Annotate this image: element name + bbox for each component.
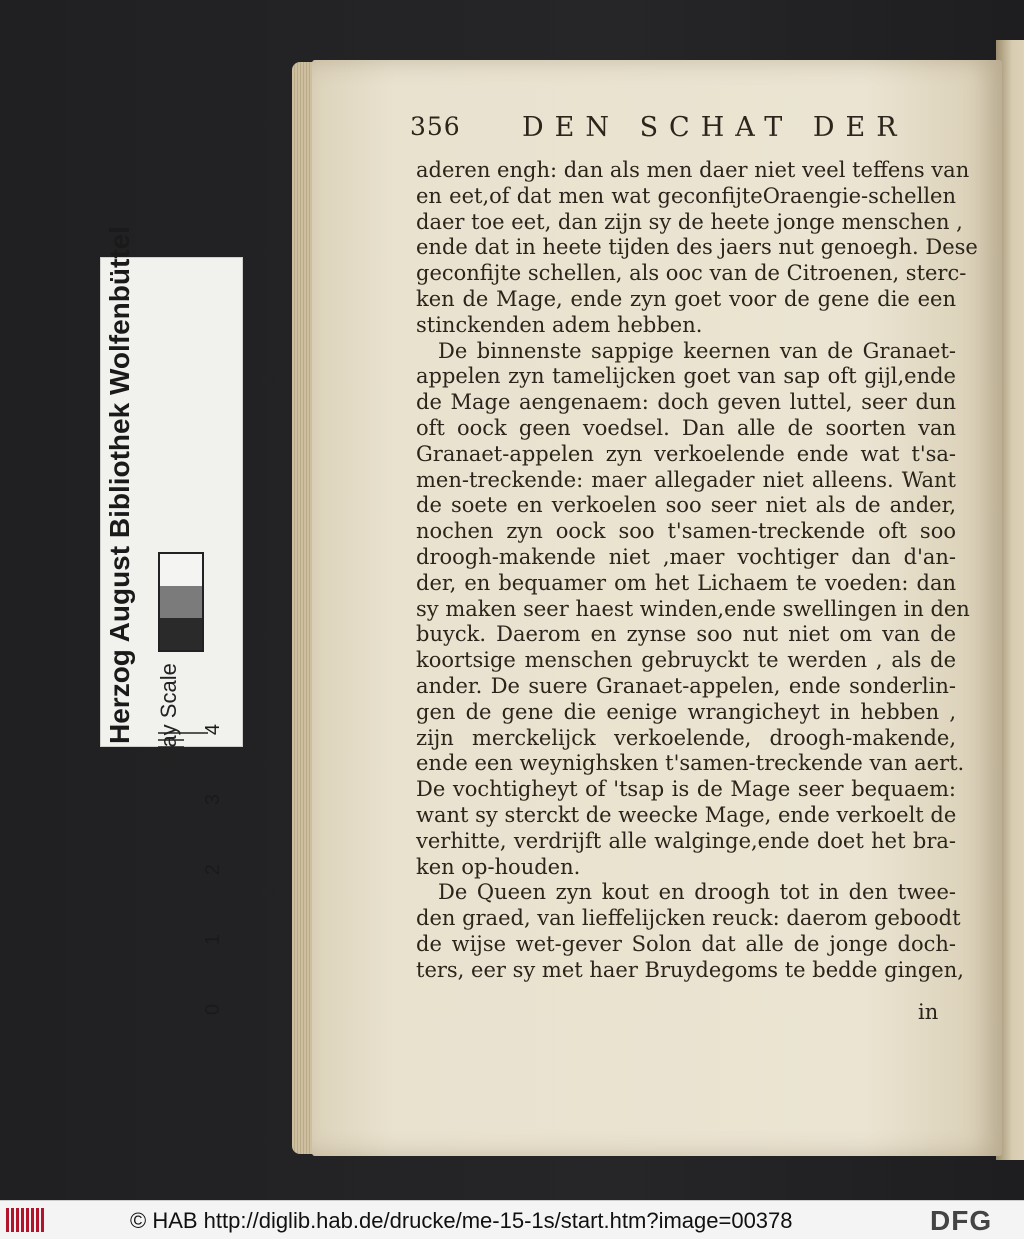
ruler-label: 3: [202, 793, 225, 806]
text-line: Granaet-appelen zyn verkoelende ende wat t'sa-: [416, 441, 956, 466]
text-line: geconfijte schellen, als ooc van de Citroenen, sterc-: [416, 261, 967, 286]
text-line: verhitte, verdrijft alle walginge,ende doet het bra-: [416, 828, 956, 853]
text-line: De binnenste sappige keernen van de Granaet-: [438, 338, 956, 363]
text-line: de soete en verkoelen soo seer niet als de ander,: [416, 493, 956, 518]
running-head: DEN SCHAT DER: [522, 112, 908, 143]
text-line: stinckenden adem hebben.: [416, 312, 703, 337]
swatch-white: [160, 554, 202, 586]
ruler-label: 2: [202, 863, 225, 876]
text-line: zijn merckelijck verkoelende, droogh-makende,: [416, 725, 956, 750]
text-line: en eet,of dat men wat geconfijteOraengie-schellen: [416, 183, 956, 208]
ruler-label: 0: [202, 1003, 225, 1016]
text-line: ende een weynighsken t'samen-treckende van aert.: [416, 751, 965, 776]
text-line: den graed, van lieffelijcken reuck: daerom geboodt: [416, 906, 961, 931]
text-line: daer toe eet, dan zijn sy de heete jonge menschen ,: [416, 209, 963, 234]
ruler-label: 4: [202, 723, 225, 736]
catchword: in: [918, 1000, 939, 1024]
dfg-logo: DFG: [930, 1205, 993, 1236]
text-line: der, en bequamer om het Lichaem te voeden: dan: [416, 570, 956, 595]
text-line: ende dat in heete tijden des jaers nut genoegh. Dese: [416, 235, 978, 260]
text-line: want sy sterckt de weecke Mage, ende verkoelt de: [416, 802, 957, 827]
footer-bar: [0, 1200, 1024, 1239]
text-line: ken op-houden.: [416, 854, 581, 879]
text-line: de wijse wet-gever Solon dat alle de jonge doch-: [416, 931, 956, 956]
text-line: De vochtigheyt of 'tsap is de Mage seer bequaem:: [416, 777, 956, 802]
text-line: oft oock geen voedsel. Dan alle de soorten van: [416, 415, 956, 440]
text-line: ters, eer sy met haer Bruydegoms te bedde gingen,: [416, 957, 964, 982]
text-line: aderen engh: dan als men daer niet veel teffens van: [416, 158, 970, 182]
gray-scale-label: Gray Scale: [156, 663, 181, 772]
page-number: 356: [410, 112, 461, 141]
text-line: ander. De suere Granaet-appelen, ende sonderlin-: [416, 673, 956, 698]
text-line: De Queen zyn kout en droogh tot in den twee-: [438, 880, 956, 905]
text-line: nochen zyn oock soo t'samen-treckende oft soo: [416, 519, 956, 544]
swatch-gray: [160, 586, 202, 618]
text-line: buyck. Daerom en zynse soo nut niet om van de: [416, 622, 956, 647]
page-text: [416, 158, 978, 984]
text-line: appelen zyn tamelijcken goet van sap oft gijl,ende: [416, 364, 956, 389]
hab-logo-icon: [6, 1208, 50, 1232]
card-title: Herzog August Bibliothek Wolfenbüttel: [104, 226, 135, 744]
text-line: ken de Mage, ende zyn goet voor de gene die een: [416, 286, 956, 311]
text-line: sy maken seer haest winden,ende swellingen in den: [416, 596, 970, 621]
ruler-label: 1: [202, 933, 225, 946]
page-header: [410, 112, 950, 148]
text-line: de Mage aengenaem: doch geven luttel, seer dun: [416, 390, 956, 415]
text-line: droogh-makende niet ,maer vochtiger dan d'an-: [416, 544, 956, 569]
source-link[interactable]: © HAB http://diglib.hab.de/drucke/me-15-1s/start.htm?image=00378: [130, 1208, 793, 1233]
text-line: koortsige menschen gebruyckt te werden , als de: [416, 648, 956, 673]
text-line: gen de gene die eenige wrangicheyt in hebben ,: [416, 699, 956, 724]
text-line: men-treckende: maer allegader niet alleens. Want: [416, 467, 956, 492]
